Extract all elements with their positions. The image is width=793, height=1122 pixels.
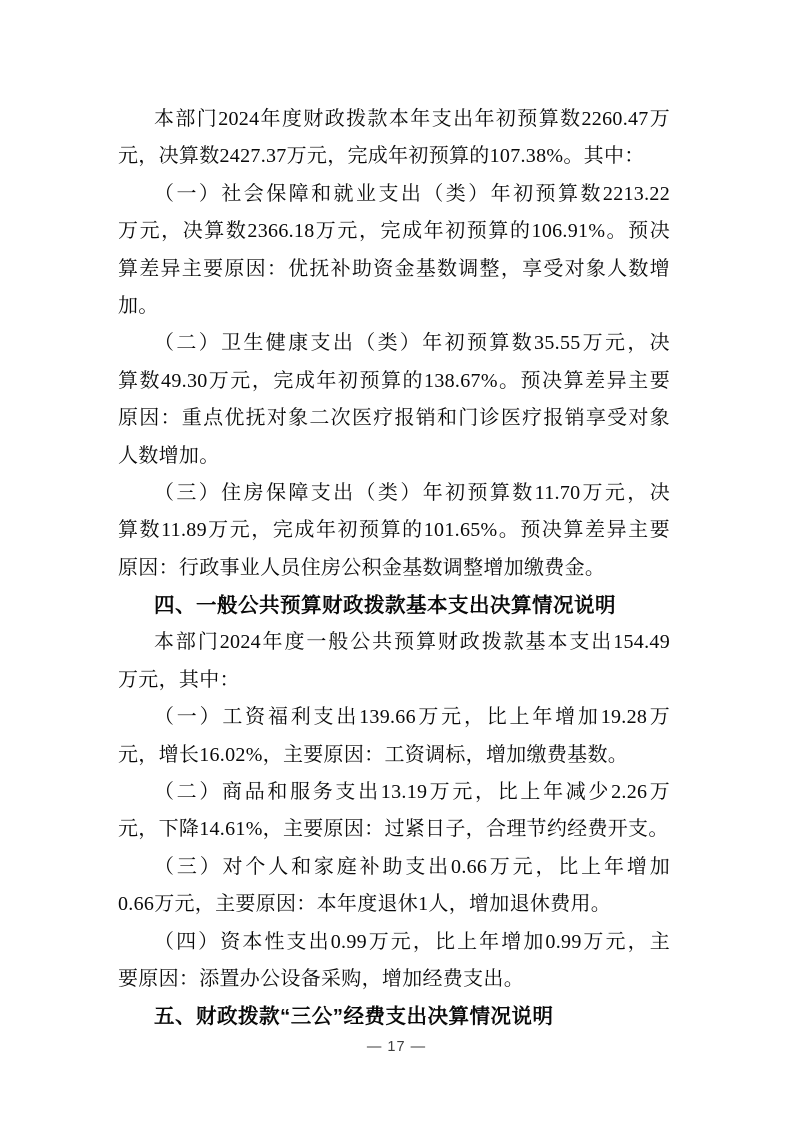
text-line: （四）资本性支出0.99万元，比上年增加0.99万元，主 — [154, 930, 670, 953]
text-line: 元，决算数2427.37万元，完成年初预算的107.38%。其中： — [118, 145, 645, 168]
text-line: 要原因：添置办公设备采购，增加经费支出。 — [118, 967, 524, 990]
text-block — [118, 101, 670, 1036]
text-line: 原因：行政事业人员住房公积金基数调整增加缴费金。 — [118, 556, 606, 579]
section-heading-5: 五、财政拨款“三公”经费支出决算情况说明 — [154, 1005, 554, 1029]
text-line: （二）商品和服务支出13.19万元，比上年减少2.26万 — [154, 781, 670, 804]
text-line: 原因：重点优抚对象二次医疗报销和门诊医疗报销享受对象 — [118, 407, 670, 430]
text-line: （一）工资福利支出139.66万元，比上年增加19.28万 — [154, 706, 670, 729]
text-line: 元，下降14.61%，主要原因：过紧日子，合理节约经费开支。 — [118, 818, 669, 841]
text-line: 元，增长16.02%，主要原因：工资调标，增加缴费基数。 — [118, 743, 629, 766]
section-heading-4: 四、一般公共预算财政拨款基本支出决算情况说明 — [154, 594, 616, 618]
text-line: 算数49.30万元，完成年初预算的138.67%。预决算差异主要 — [118, 369, 670, 392]
text-line: 本部门2024年度一般公共预算财政拨款基本支出154.49 — [154, 631, 670, 654]
page-number: — 17 — — [366, 1039, 427, 1055]
text-line: （二）卫生健康支出（类）年初预算数35.55万元，决 — [154, 332, 670, 355]
text-line: 人数增加。 — [118, 444, 220, 467]
text-line: （三）对个人和家庭补助支出0.66万元，比上年增加 — [154, 855, 670, 878]
text-line: 本部门2024年度财政拨款本年支出年初预算数2260.47万 — [154, 108, 670, 130]
text-line: 算差异主要原因：优抚补助资金基数调整，享受对象人数增 — [118, 257, 670, 280]
text-line: 加。 — [118, 294, 159, 317]
text-line: 算数11.89万元，完成年初预算的101.65%。预决算差异主要 — [118, 519, 670, 542]
text-line: 0.66万元，主要原因：本年度退休1人，增加退休费用。 — [118, 893, 612, 916]
text-line: （一）社会保障和就业支出（类）年初预算数2213.22 — [154, 182, 670, 205]
text-line: 万元，决算数2366.18万元，完成年初预算的106.91%。预决 — [118, 220, 670, 243]
text-line: 万元，其中： — [118, 668, 240, 691]
text-line: （三）住房保障支出（类）年初预算数11.70万元，决 — [154, 481, 670, 504]
